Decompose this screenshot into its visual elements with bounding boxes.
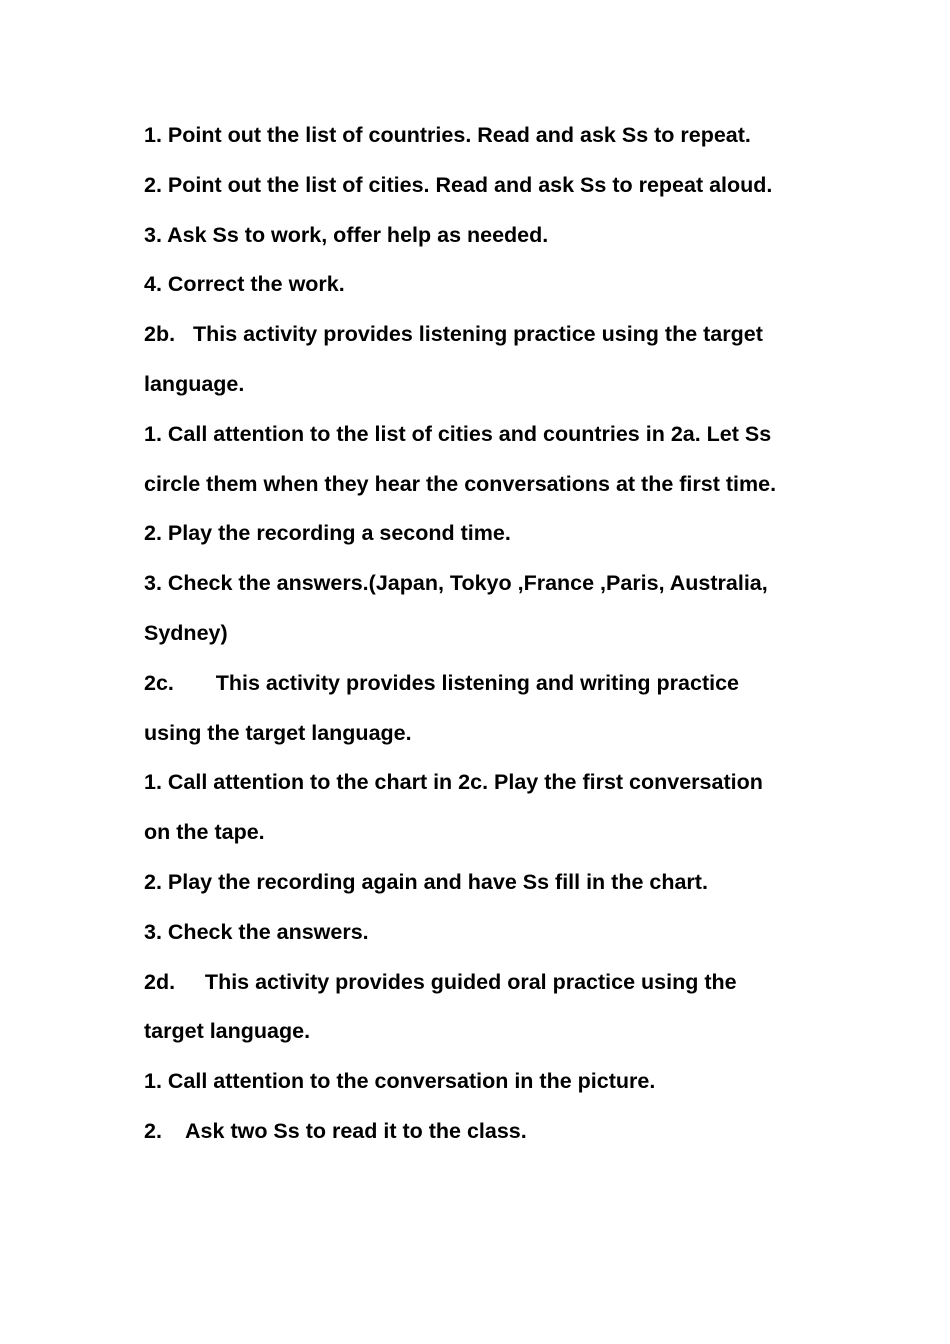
text-line: 1. Call attention to the conversation in the picture. <box>144 1069 656 1094</box>
section-heading-2b: 2b. This activity provides listening practice using the target <box>144 322 763 347</box>
text-line: 3. Ask Ss to work, offer help as needed. <box>144 222 549 247</box>
text-line: using the target language. <box>144 720 412 745</box>
text-line: 2. Point out the list of cities. Read and ask Ss to repeat aloud. <box>144 172 773 197</box>
text-line: 1. Call attention to the list of cities and countries in 2a. Let Ss <box>144 421 772 446</box>
text-line: on the tape. <box>144 820 265 845</box>
lesson-steps-text <box>144 111 824 1157</box>
text-line: circle them when they hear the conversations at the first time. <box>144 471 777 496</box>
text-line: 1. Point out the list of countries. Read and ask Ss to repeat. <box>144 123 751 147</box>
text-line: 4. Correct the work. <box>144 272 345 297</box>
text-line: 2. Ask two Ss to read it to the class. <box>144 1118 527 1143</box>
text-line: language. <box>144 371 245 396</box>
section-heading-2c: 2c. This activity provides listening and writing practice <box>144 670 739 695</box>
text-line: 2. Play the recording a second time. <box>144 521 511 546</box>
text-line: 2. Play the recording again and have Ss fill in the chart. <box>144 869 708 894</box>
section-heading-2d: 2d. This activity provides guided oral practice using the <box>144 969 737 994</box>
text-line: Sydney) <box>144 620 228 645</box>
text-line: 1. Call attention to the chart in 2c. Play the first conversation <box>144 770 763 795</box>
text-line: 3. Check the answers. <box>144 919 369 944</box>
text-line: target language. <box>144 1019 311 1044</box>
text-line: 3. Check the answers.(Japan, Tokyo ,France ,Paris, Australia, <box>144 571 768 596</box>
